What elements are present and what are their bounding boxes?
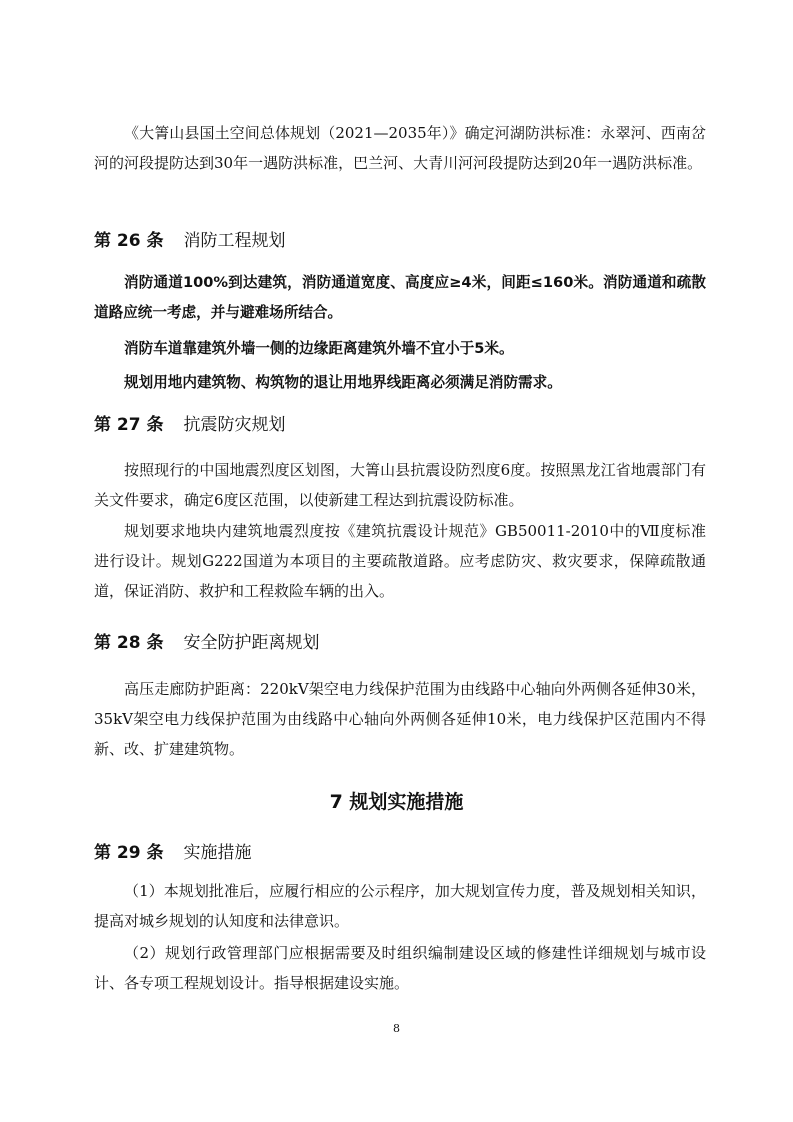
paragraph-flood-standard: 《大箐山县国土空间总体规划（2021—2035年）》确定河湖防洪标准：永翠河、西南岔河的河段提防达到30年一遇防洪标准，巴兰河、大青川河河段提防达到20年一遇防洪标准。 xyxy=(94,124,706,172)
chapter-7-title: 7 规划实施措施 xyxy=(329,791,464,813)
article-29-title: 实施措施 xyxy=(183,843,252,863)
article-26-title: 消防工程规划 xyxy=(183,231,286,251)
article-29-number: 第 29 条 xyxy=(94,843,164,863)
paragraph-measure-2: （2）规划行政管理部门应根据需要及时组织编制建设区域的修建性详细规划与城市设计、各专项工程规划设计。指导根据建设实施。 xyxy=(94,944,706,992)
article-28-number: 第 28 条 xyxy=(94,633,164,653)
article-28-title: 安全防护距离规划 xyxy=(183,633,320,653)
paragraph-setback: 规划用地内建筑物、构筑物的退让用地界线距离必须满足消防需求。 xyxy=(124,374,562,391)
paragraph-fire-lane: 消防车道靠建筑外墙一侧的边缘距离建筑外墙不宜小于5米。 xyxy=(124,340,514,357)
paragraph-measure-1: （1）本规划批准后，应履行相应的公示程序，加大规划宣传力度，普及规划相关知识，提高对城乡规划的认知度和法律意识。 xyxy=(94,882,706,930)
paragraph-fire-access: 消防通道100%到达建筑，消防通道宽度、高度应≥4米，间距≤160米。消防通道和疏散道路应统一考虑，并与避难场所结合。 xyxy=(94,274,706,321)
article-28-heading xyxy=(94,630,320,656)
article-27-number: 第 27 条 xyxy=(94,415,164,435)
paragraph-seismic-intensity: 按照现行的中国地震烈度区划图，大箐山县抗震设防烈度6度。按照黑龙江省地震部门有关文件要求，确定6度区范围，以使新建工程达到抗震设防标准。 xyxy=(94,461,706,509)
paragraph-high-voltage: 高压走廊防护距离：220kV架空电力线保护范围为由线路中心轴向外两侧各延伸30米，35kV架空电力线保护范围为由线路中心轴向外两侧各延伸10米，电力线保护区范围内不得新、改、扩建建筑物。 xyxy=(94,680,706,758)
paragraph-seismic-design: 规划要求地块内建筑地震烈度按《建筑抗震设计规范》GB50011-2010中的Ⅶ度标准进行设计。规划G222国道为本项目的主要疏散道路。应考虑防灾、救灾要求，保障疏散通道，保证消防、救护和工程救险车辆的出入。 xyxy=(94,522,706,600)
article-27-title: 抗震防灾规划 xyxy=(183,415,286,435)
article-27-heading xyxy=(94,412,286,438)
article-26-number: 第 26 条 xyxy=(94,231,164,251)
page-number: 8 xyxy=(393,1022,400,1035)
article-29-heading xyxy=(94,840,252,866)
article-26-heading xyxy=(94,228,286,254)
